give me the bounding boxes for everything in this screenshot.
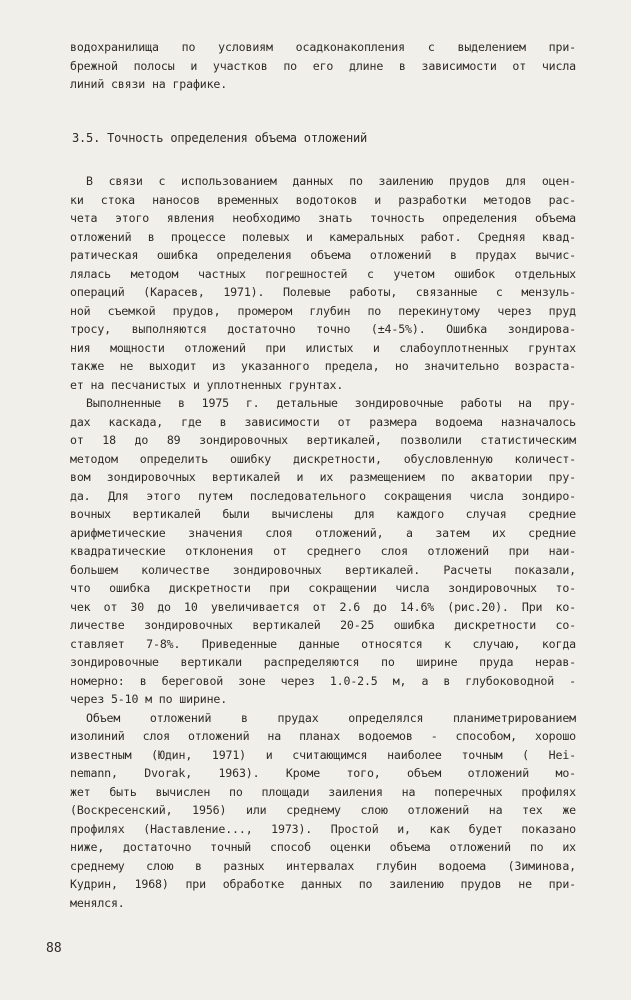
page-number: 88 <box>46 941 62 956</box>
text-line: номерно: в береговой зоне через 1.0-2.5 м, а в глубоководной - <box>70 673 576 688</box>
text-line: ет на песчанистых и уплотненных грунтах. <box>70 377 344 392</box>
text-line: лялась методом частных погрешностей с учетом ошибок отдельных <box>70 266 576 281</box>
text-line: также не выходит из указанного предела, но значительно возраста- <box>70 359 576 373</box>
text-line: известным (Юдин, 1971) и считающимся наиболее точным ( Hei- <box>70 747 576 762</box>
text-line: через 5-10 м по ширине. <box>70 692 228 706</box>
intro-paragraph <box>70 38 576 94</box>
text-line: квадратические отклонения от среднего слоя отложений при наи- <box>70 544 576 558</box>
text-line: операций (Карасев, 1971). Полевые работы, связанные с мензуль- <box>70 285 576 299</box>
text-line: методом определить ошибку дискретности, обусловленную количест- <box>70 451 576 466</box>
text-line: чек от 30 до 10 увеличивается от 2.6 до 14.6% (рис.20). При ко- <box>70 599 576 614</box>
text-line: вом зондировочных вертикалей и их размещением по акватории пру- <box>70 470 576 484</box>
text-line: что ошибка дискретности при сокращении числа зондировочных то- <box>70 581 576 595</box>
text-line: ратическая ошибка определения объема отложений в прудах вычис- <box>70 248 576 262</box>
text-line: ниже, достаточно точный способ оценки объема отложений по их <box>70 840 576 854</box>
text-line: брежной полосы и участков по его длине в зависимости от числа <box>70 58 576 73</box>
text-line: водохранилища по условиям осадконакопления с выделением при- <box>70 40 576 54</box>
text-line: линий связи на графике. <box>70 77 228 91</box>
text-line: вочных вертикалей были вычислены для каждого случая средние <box>70 507 576 521</box>
text-line: В связи с использованием данных по заилению прудов для оцен- <box>86 174 576 188</box>
text-line: жет быть вычислен по площади заиления на поперечных профилях <box>70 784 576 799</box>
section-heading: 3.5. Точность определения объема отложений <box>72 131 368 145</box>
text-line: дах каскада, где в зависимости от размера водоема назначалось <box>70 414 576 429</box>
text-line: Объем отложений в прудах определялся планиметрированием <box>86 710 576 725</box>
text-line: ния мощности отложений при илистых и слабоуплотненных грунтах <box>70 340 576 355</box>
text-line: да. Для этого путем последовательного сокращения числа зондиро- <box>70 488 576 503</box>
text-line: профилях (Наставление..., 1973). Простой и, как будет показано <box>70 821 576 836</box>
text-line: Кудрин, 1968) при обработке данных по заилению прудов не при- <box>70 877 576 891</box>
text-line: тросу, выполняются достаточно точно (±4-5%). Ошибка зондирова- <box>70 322 576 336</box>
body-text <box>70 172 576 912</box>
text-line: nemann, Dvorak, 1963). Кроме того, объем отложений мо- <box>70 766 576 780</box>
text-line: зондировочные вертикали распределяются по ширине пруда нерав- <box>70 655 576 669</box>
text-line: менялся. <box>70 895 125 910</box>
text-line: изолиний слоя отложений на планах водоемов - способом, хорошо <box>70 729 576 743</box>
text-line: ной съемкой прудов, промером глубин по перекинутому через пруд <box>70 303 576 318</box>
text-line: отложений в процессе полевых и камеральных работ. Средняя квад- <box>70 229 576 244</box>
text-line: арифметические значения слоя отложений, а затем их средние <box>70 525 576 540</box>
text-line: ки стока наносов временных водотоков и разработки методов рас- <box>70 192 576 207</box>
text-line: (Воскресенский, 1956) или среднему слою отложений на тех же <box>70 803 576 817</box>
text-line: личестве зондировочных вертикалей 20-25 ошибка дискретности со- <box>70 618 576 632</box>
text-line: большем количестве зондировочных вертикалей. Расчеты показали, <box>70 562 576 577</box>
text-line: чета этого явления необходимо знать точность определения объема <box>70 211 576 225</box>
text-line: Выполненные в 1975 г. детальные зондировочные работы на пру- <box>86 396 576 410</box>
text-line: среднему слою в разных интервалах глубин водоема (Зиминова, <box>70 858 576 873</box>
text-line: ставляет 7-8%. Приведенные данные относятся к случаю, когда <box>70 636 576 651</box>
text-line: от 18 до 89 зондировочных вертикалей, позволили статистическим <box>70 433 576 447</box>
